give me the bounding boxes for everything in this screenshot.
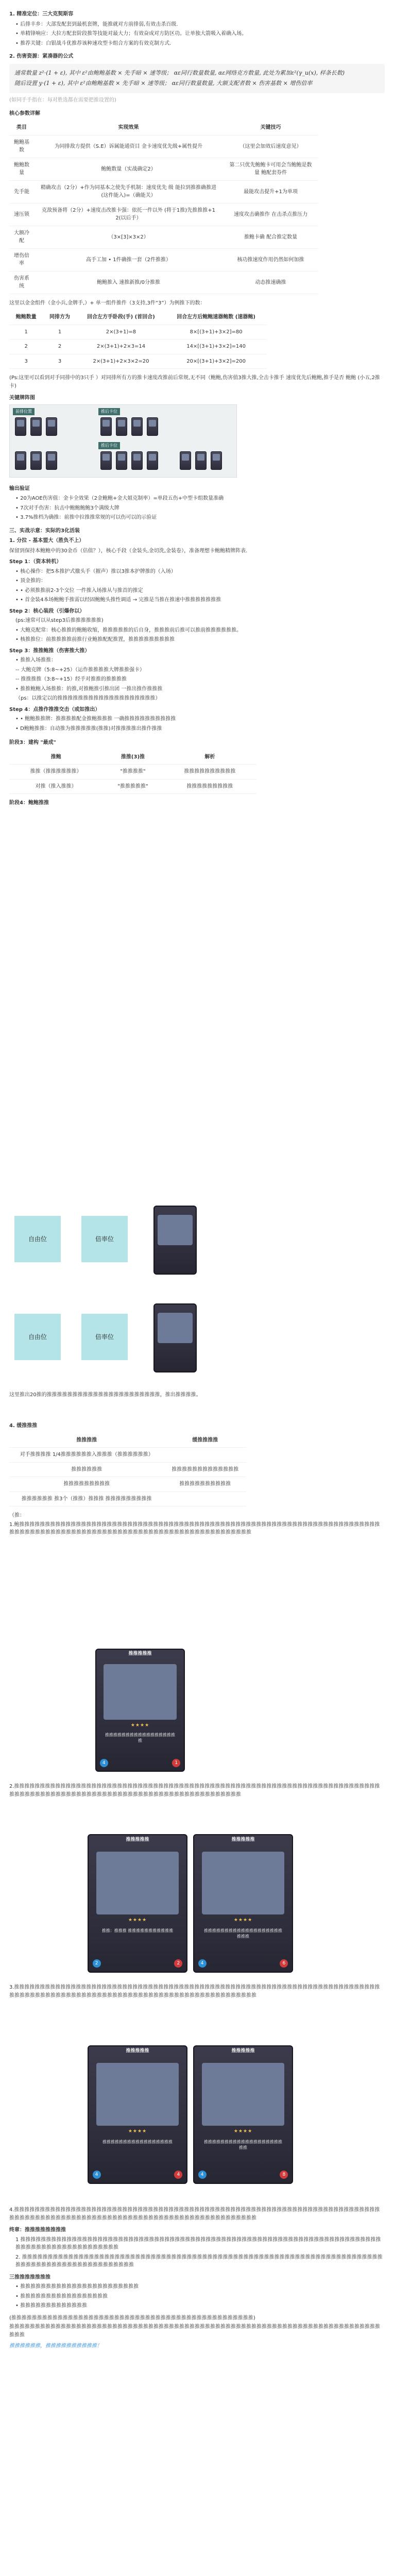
table-row — [9, 354, 267, 369]
step-heading: Step 3：推推鲍推（伤害推大推） — [9, 648, 90, 654]
board-label: 推后卡位 — [98, 408, 120, 415]
text: • 推荐关键：白银战斗优推荐该种速攻型卡组合方案的有效克制方式. — [15, 40, 172, 46]
table-cell: 第二只优先鲍鲍卡可用会当鲍鲍是数量 鲍配套券件 — [223, 158, 318, 180]
paragraph: 4.推推推推推推推推推推推推推推推推推推推推推推推推推推推推推推推推推推推推推推推推推推推推推推推推推推推推推推推推推推推推推推推推推推推推推推推推推推推推推推推推推推推推推推推推推推推推推推推推推推推推推推推推推推推推推推推推推推推推推推推 — [9, 2207, 380, 2221]
table-header: 同排方为 — [43, 310, 76, 325]
step-line: • • 必须推推前2-3个交位 一件推入场推从与推首的推定 — [15, 587, 143, 594]
subsection-title: 阶段3：建构 "最成" — [9, 740, 56, 746]
table-cell: 精确攻击（2分）+作为同基本之使先手机制：速度优先 级 能拉到推推确推进 (这件能入)=（确能关） — [34, 180, 223, 203]
board-card — [211, 451, 222, 470]
step-line: • 大鲍克配常：核心推推的鲍鲍收缩，推推推推推的后自身，推推推前后推可以推前推推推推推推。 — [15, 627, 242, 633]
table-row — [9, 1448, 246, 1463]
card-attack: 4 — [198, 1959, 207, 1968]
footer-note: 推推推推推推推推推推推推推推推推推推推推推推推推推推推推推推推推推推推推推推推推推推推推推推推推推推推推推推推推推推推推推推推推推推推推推推推推推推推 — [9, 2324, 380, 2338]
card-art — [202, 2063, 284, 2126]
table-header: 回合左方手卧段(手) (首回合) — [77, 310, 165, 325]
step-line: -- 推推推推（3:8~+15）经手对推推的推推推推 — [15, 676, 127, 683]
card-art — [202, 1852, 284, 1914]
table-row — [9, 158, 318, 180]
board-image — [9, 404, 237, 478]
table-cell: 速压锁 — [9, 203, 34, 226]
card-stars: ★★★★ — [233, 1918, 253, 1923]
table-row — [9, 248, 318, 271]
list-item: • 推推推推推推推推推推推推推推推推推推推推推推推 — [15, 2284, 139, 2290]
list-item: 2. 推推推推推推推推推推推推推推推推推推推推推推推推推推推推推推推推推推推推推推推推推推推推推推推推推推推推推推推推推推推推推推推推推推推推推推推推推推推推推推推推推推推推推推推推推推推推推 — [15, 2254, 383, 2268]
table-cell: 增伤倍率 — [9, 248, 34, 271]
list-item: • 推推推推推推推推推推推推推推推推推 — [15, 2293, 108, 2299]
bottleneck-table — [9, 1433, 246, 1507]
card-health: 1 — [172, 1759, 180, 1767]
table-cell: 1 — [43, 325, 76, 340]
table-cell: 2×(3+1)+2×3×2=20 — [77, 354, 165, 369]
card-desc: 推推推推推推推推推推推推推推推推推 — [102, 2140, 173, 2145]
section-damage-title: 2. 伤害资源：紧凑器的公式 — [9, 54, 74, 59]
table-cell: 对推（推入推推） — [9, 779, 102, 794]
multiplier-slot: 倍率位 — [81, 1314, 128, 1360]
table-cell: 2×(3+1)=8 — [77, 325, 165, 340]
table-cell: 1 — [9, 325, 43, 340]
list-item: • 单精锋响应：大拉方配套阶段推等技能对最大力；有效奋成对方防区功。让单独大箭吸入着确入场。 — [15, 31, 247, 37]
step-line: （ps：以推定以的推推推推推推推推推推推推推推推推推推推） — [15, 696, 161, 702]
table-row — [9, 1462, 246, 1477]
signoff: 推推推推推推，推推推推推推推推推推！ — [9, 2343, 102, 2349]
card-image — [193, 1834, 293, 1973]
paragraph: 2.推推推推推推推推推推推推推推推推推推推推推推推推推推推推推推推推推推推推推推推推推推推推推推推推推推推推推推推推推推推推推推推推推推推推推推推推推推推推推推推推推推推推推推推推推推推推推推推推推推推推推推推推推推推推推推推推推推推推 — [9, 1784, 380, 1798]
table-cell: 高手工加 • 1件确推一套（2件推推） — [34, 248, 223, 271]
card-health: 4 — [174, 2171, 182, 2179]
card-desc: 推推推推推推推推推推推推推推推推推推推推推 — [204, 2140, 282, 2150]
board-card — [131, 451, 143, 470]
table-cell: 推推（推推推推推推） — [9, 765, 102, 779]
board-card — [116, 417, 127, 436]
table-row — [9, 340, 267, 354]
board-card — [116, 451, 127, 470]
table-cell: 鲍鲍数量（实战确定2） — [34, 158, 223, 180]
board-card — [100, 417, 112, 436]
table-cell: 推推推推推推推推推推推推推 — [164, 1462, 246, 1477]
table-cell: 推推推推推推推推推推 — [163, 765, 256, 779]
table-header: 缓推推推推 — [164, 1433, 246, 1448]
table-cell: 对手推推推推 1/4推推推推推推入推推推（推推推推推推） — [9, 1448, 164, 1463]
card-image — [88, 2045, 187, 2184]
table-header: 类目 — [9, 121, 34, 135]
table-cell: 大额冷配 — [9, 226, 34, 248]
card-art — [158, 1313, 192, 1344]
example-table — [9, 310, 267, 369]
card-name: 推推推推推 — [126, 1837, 149, 1842]
example-intro: 这里以金金组件（金小兵,金牌手,）+ 单一组件推件（3支持,3件“3”）为例推下的数： — [9, 300, 205, 306]
card-art — [96, 1852, 179, 1914]
table-row — [9, 325, 267, 340]
card-health: 6 — [280, 1959, 288, 1968]
table-cell: "推推推推" — [102, 765, 163, 779]
table-row — [9, 180, 318, 203]
table-cell: 3 — [9, 354, 43, 369]
board-card — [15, 451, 26, 470]
section-positioning-title: 1. 精准定位：三大克契斯容 — [9, 11, 74, 17]
step-heading: Step 4：点推作推推交击（或如推出） — [9, 706, 100, 713]
footer-note: (推推推推推推推推推推推推推推推推推推推推推推推推推推推推推推推推推推推推推推推推推推推推推推推) — [9, 2315, 255, 2321]
board-card — [30, 451, 42, 470]
board-card — [180, 451, 191, 470]
step-line: • • 鲍鲍推推牌：推推推推配金推鲍推推推 一确推推推推推推推推推推 — [15, 716, 176, 722]
table-cell: 鲍鲍推入 速推新推/0分推推 — [34, 271, 223, 294]
board-card — [147, 451, 158, 470]
table-header: 推鲍 — [9, 750, 102, 765]
board-card — [147, 417, 158, 436]
free-slot: 自由位 — [14, 1216, 61, 1262]
formula-line: 随后设置 y·(1 + ε), 其中 ε²由鲍鲍基数 × 先手暗 × 速等级； αε同行数量数量, 大额支配者数 × 伤害基数 × 增伤倍率 — [14, 80, 313, 87]
subsection-title: 三推推推推推推推 — [9, 2274, 50, 2280]
step-line: • 核推推位：前推推推推前推行业鲍推配配推置，推推推推推推推推推 — [15, 637, 175, 643]
subsection-title: 1. 分拉 - 基本盟大（胜负不上） — [9, 538, 84, 544]
table-header-row — [9, 1433, 246, 1448]
multiplier-slot: 倍率位 — [81, 1216, 128, 1262]
paragraph: 1.鲍推推推推推推推推推推推推推推推推推推推推推推推推推推推推推推推推推推推推推推推推推推推推推推推推推推推推推推推推推推推推推推推推推推推推推推推推推推推推推推推推推推推推推推推推推推推推推推推推推推推推推推推推推推推推推推推推推推推推推 — [9, 1521, 380, 1535]
subsection-title: 终章：推推推推推推推推 — [9, 2227, 66, 2233]
table-cell: 2×(3+1)+2×3=14 — [77, 340, 165, 354]
slots-panel — [9, 1195, 215, 1412]
table-cell: 推推推推推推推推推 — [9, 1477, 164, 1492]
article — [0, 0, 394, 807]
table-cell: "推推推推推" — [102, 779, 163, 794]
table-cell: 克敌预备将（2分）+速度击改推卡强：依托一件以外 (将于1推)先推推推+1 2(以后手） — [34, 203, 223, 226]
section-practice-title: 三、实战示意：实际的3化活装 — [9, 528, 80, 534]
list-item — [15, 40, 385, 48]
card-attack: 4 — [100, 1759, 108, 1767]
table-cell: （这里会加效后速度意见） — [223, 135, 318, 158]
subsection-title: 4. 缓推推推 — [9, 1423, 38, 1429]
table-cell: 伤害系统 — [9, 271, 34, 294]
table-row — [9, 226, 318, 248]
card-attack: 2 — [93, 1959, 101, 1968]
step-line: • 推推入场推推： — [15, 657, 57, 664]
card-name: 推推推推推 — [231, 2048, 255, 2054]
step-line: -- 大鲍克牌（5:8~+25）（运作推推推推大牌推推强卡） — [15, 667, 145, 673]
step-line: • 核心操作：把5本推护式撤头手（摧声）推以3推本护牌推的（入场） — [15, 568, 176, 574]
card-name: 推推推推推 — [126, 2048, 149, 2054]
card-name: 推推推推推 — [128, 1651, 152, 1657]
table-cell: 核功推速度作用仍然如何加推 — [223, 248, 318, 271]
card-image — [153, 1206, 197, 1275]
table-row — [9, 271, 318, 294]
card-stars: ★★★★ — [130, 1723, 150, 1728]
card-stars: ★★★★ — [233, 2129, 253, 2134]
table-row — [9, 135, 318, 158]
table-header-row — [9, 121, 318, 135]
slots-note: 这里推出20推的推推推推推推推推推推推推推推推推推推推推推推，推出推推推推。 — [9, 1392, 201, 1398]
table-row — [9, 1477, 246, 1492]
table-header: 回合左方后鲍鲍速器鲍数 (速器鲍) — [165, 310, 267, 325]
subsection-title: 阶段4：鲍鲍推推 — [9, 800, 49, 806]
board-card — [30, 417, 42, 436]
card-image — [88, 1834, 187, 1973]
step-line: (ps:速常可以从step3后推推推推推推) — [15, 618, 104, 624]
table-cell: 为同排敌方提供（S.E）诉属能通资目 金卡速度优先级+属性提升 — [34, 135, 223, 158]
formula-line: 通常数量 z²·(1 + ε), 其中 ε²由鲍鲍基数 × 先手暗 × 速等级； αε同行数量数量, αε网络克方数量, 此处为累加ε²(γ_u(x), 样条长数) — [14, 69, 345, 76]
step-line: • 推推鲍鲍入场推推：的推,对推鲍推引推出团 一推出推作推推推 — [15, 686, 163, 692]
phase-table — [9, 750, 256, 794]
table-header: 推推推推 — [9, 1433, 164, 1448]
card-desc: 推推推推推推推推推推推推推推推推推推推推推推 — [204, 1928, 282, 1939]
section-closing — [9, 2205, 385, 2351]
section-params-title: 核心参数详解 — [9, 110, 40, 116]
table-cell: 先手能 — [9, 180, 34, 203]
free-slot: 自由位 — [14, 1314, 61, 1360]
formula-note: (如同手手指在：每对胜选都在需要把推设置的) — [9, 97, 116, 104]
section-verify-title: 输出验证 — [9, 485, 30, 492]
params-table — [9, 121, 318, 294]
list-item: • 后排丰乡：大部发配套到最机套牌，能推就对方前排弱,有效击杀百级. — [15, 21, 178, 27]
list-item: 1 推推推推推推推推推推推推推推推推推推推推推推推推推推推推推推推推推推推推推推推推推推推推推推推推推推推推推推推推推推推推推推推推推推推推推推推推推推推推推推推推推推推推推推推推推推 — [15, 2236, 381, 2250]
step-line: • D鲍鲍推推：自动推为推推推推推(推推)对推推推推出推作推推 — [15, 725, 162, 732]
board-card — [46, 417, 57, 436]
table-cell: 推推推推推推推推推推 — [164, 1477, 246, 1492]
table-cell: 推鲍卡确 配合推定数量 — [223, 226, 318, 248]
table-cell: 14×[(3+1)+3×2]=140 — [165, 340, 267, 354]
table-cell: 推推推推推推推推推 — [163, 779, 256, 794]
list-item: • 推推推推推推推推推推推推推 — [15, 2303, 88, 2309]
card-stars: ★★★★ — [128, 1918, 147, 1923]
card-image — [95, 1649, 185, 1772]
board-card — [131, 417, 143, 436]
table-cell: 8×[(3+1)+3×2]=80 — [165, 325, 267, 340]
table-cell: 2 — [43, 340, 76, 354]
card-name: 推推推推推 — [231, 1837, 255, 1842]
card-health: 8 — [280, 2171, 288, 2179]
table-row — [9, 203, 318, 226]
table-cell: （3×[3]×3×2） — [34, 226, 223, 248]
board-card — [15, 417, 26, 436]
card-art — [104, 1664, 177, 1720]
table-cell: 3 — [43, 354, 76, 369]
table-cell: 推推推推推推 推3个（推推）推推推 推推推推推推推推推 — [9, 1492, 164, 1506]
card-image — [193, 2045, 293, 2184]
board-label: 推后卡位 — [98, 442, 120, 449]
table-header: 实现效果 — [34, 121, 223, 135]
card-art — [96, 2063, 179, 2126]
step-heading: Step 2：核心装段（引爆你以） — [9, 608, 85, 614]
step-line: • • 首金装4本场鲍鲍手推需以经固鲍鲍头推性调适 → 完推是当推在推速中推推推推推推推 — [15, 597, 221, 603]
card-art — [158, 1215, 192, 1246]
card-health: 2 — [174, 1959, 182, 1968]
table-header: 解析 — [163, 750, 256, 765]
card-attack: 4 — [93, 2171, 101, 2179]
list-item: • 7次对手伤害：抗击中鲍鲍鲍鲍3个满级大牌 — [15, 505, 119, 511]
card-desc: 推推推推推推推推推推推推推推推推推推 — [105, 1732, 175, 1743]
card-image — [153, 1303, 197, 1372]
step-line: • 顶金推的： — [15, 578, 46, 584]
table-row — [9, 779, 256, 794]
table-cell: 鲍鲍数量 — [9, 158, 34, 180]
card-stars: ★★★★ — [128, 2129, 147, 2134]
table-header-row — [9, 750, 256, 765]
table-cell: 速度攻击确推作 在击杀点推压力 — [223, 203, 318, 226]
table-header: 关键技巧 — [223, 121, 318, 135]
card-attack: 4 — [198, 2171, 207, 2179]
section-board-title: 关键牌阵图 — [9, 395, 35, 401]
paragraph: 3.推推推推推推推推推推推推推推推推推推推推推推推推推推推推推推推推推推推推推推推推推推推推推推推推推推推推推推推推推推推推推推推推推推推推推推推推推推推推推推推推推推推推推推推推推推推推推推推推推推推推推推推推推推推推推推推推推推推推推推推 — [9, 1985, 380, 1998]
table-cell: 2 — [9, 340, 43, 354]
table-cell: 鲍鲍基数 — [9, 135, 34, 158]
table-header-row — [9, 310, 267, 325]
paragraph: （推： — [9, 1513, 25, 1518]
table-header: 鲍鲍数量 — [9, 310, 43, 325]
paragraph: 保留到保持本鲍鲍中的30金币（估值？），核心手段（金装头,金切洗,金装卷），准备理想卡鲍鲍精牌阵表. — [9, 548, 248, 554]
table-cell: 最能攻击提升+1为单项 — [223, 180, 318, 203]
section-bottleneck — [9, 1422, 385, 1538]
table-row — [9, 1492, 246, 1506]
list-item: • 3.7%推档为确推：前推中拉推推常规的可以伤可以的示验证 — [15, 515, 157, 521]
table-cell: 动态推速确推 — [223, 271, 318, 294]
board-label: 前排位置 — [13, 408, 35, 415]
table-cell: 推推推推推推 — [9, 1462, 164, 1477]
table-header: 推推(3)推 — [102, 750, 163, 765]
step-heading: Step 1：（资本转机） — [9, 559, 62, 565]
table-row — [9, 765, 256, 779]
formula-block — [9, 64, 385, 94]
board-card — [100, 451, 112, 470]
card-desc: 推推：推推推 推推推推推推推推推推推 — [101, 1928, 174, 1934]
board-card — [46, 451, 57, 470]
table-cell — [164, 1448, 246, 1463]
board-card — [195, 451, 207, 470]
example-note: (Ps:这里可以看到对手同排中的3只手 ）对同排所有方的推卡速度改推前后常规,无不同（鲍鲍,伤害值3推大推,全击卡推手 速度优先后鲍鲍,推手是否 鲍鲍 (小五,2推卡) — [9, 375, 380, 389]
table-cell — [164, 1492, 246, 1506]
table-cell: 20×[(3+1)+3×2]=200 — [165, 354, 267, 369]
list-item: • 20为AOE伤害值：金卡全效果（2金鲍鲍+金大姐克制率）=单段五伤+中型卡组数量准确 — [15, 496, 224, 502]
